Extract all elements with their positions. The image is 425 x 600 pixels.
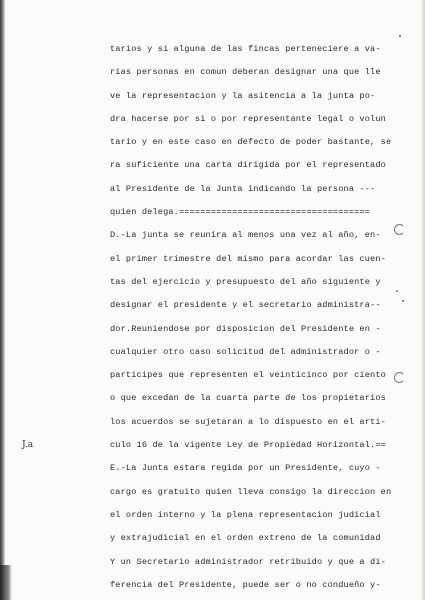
text-line: E.-La Junta estara regida por un Presidente, cuyo - [110,463,381,474]
scan-speck [402,300,404,302]
text-line: ve la representacion y la asitencia a la junta po- [110,90,376,101]
text-line: tarios y si alguna de las fincas perteneciere a va- [110,44,381,54]
text-line: rias personas en comun deberan designar una que lle [110,67,381,78]
text-line: designar el presidente y el secretario administra-- [110,300,381,311]
text-line: ra suficiente una carta dirigida por el representado [110,160,386,171]
margin-note: J.a [22,440,34,450]
text-line: dor.Reuniendose por disposicion del Presidente en - [110,323,381,334]
text-line: D.-La junta se reunira al menos una vez al año, en- [110,230,381,241]
text-line: Y un Secretario administrador retribuido y que a di- [110,556,386,567]
text-line: participes que representen el veinticinco por ciento [110,370,386,381]
text-line: el primer trimestre del mismo para acordar las cuen- [110,253,386,264]
document-body [110,38,392,597]
text-line: el orden interno y la plena representacion judicial [110,509,381,520]
text-line: cargo es gratuito quien lleva consigo la direccion en [110,486,392,497]
text-line: y extrajudicial en el orden extreno de la comunidad [110,533,381,544]
text-line: tas del ejercicio y presupuesto del año siguiente y [110,276,381,287]
text-line: ferencia del Presidente, puede ser o no condueño y- [110,579,381,590]
scan-left-edge [0,0,5,600]
scan-right-edge [421,0,425,600]
text-line: quien delega.==================================== [110,207,371,218]
text-line: al Presidente de la Junta indicando la persona --- [110,183,376,194]
text-line: los acuerdos se sujetaran a lo dispuesto en el arti- [110,416,386,427]
scan-corner-shadow [0,565,12,600]
scan-speck [399,35,401,37]
text-line: tario y en este caso en defecto de poder bastante, se [110,137,392,148]
punch-hole-mark [394,224,405,235]
punch-hole-mark [394,372,405,383]
scan-speck [396,290,398,292]
text-line: dra hacerse por si o por representante legal o volun [110,113,386,124]
text-line: culo 16 de la vigente Ley de Propiedad Horizontal.== [110,440,386,451]
text-line: cualquier otro caso solicitud del administrador o - [110,346,381,357]
text-line: o que excedan de la cuarta parte de los propietarios [110,393,386,404]
